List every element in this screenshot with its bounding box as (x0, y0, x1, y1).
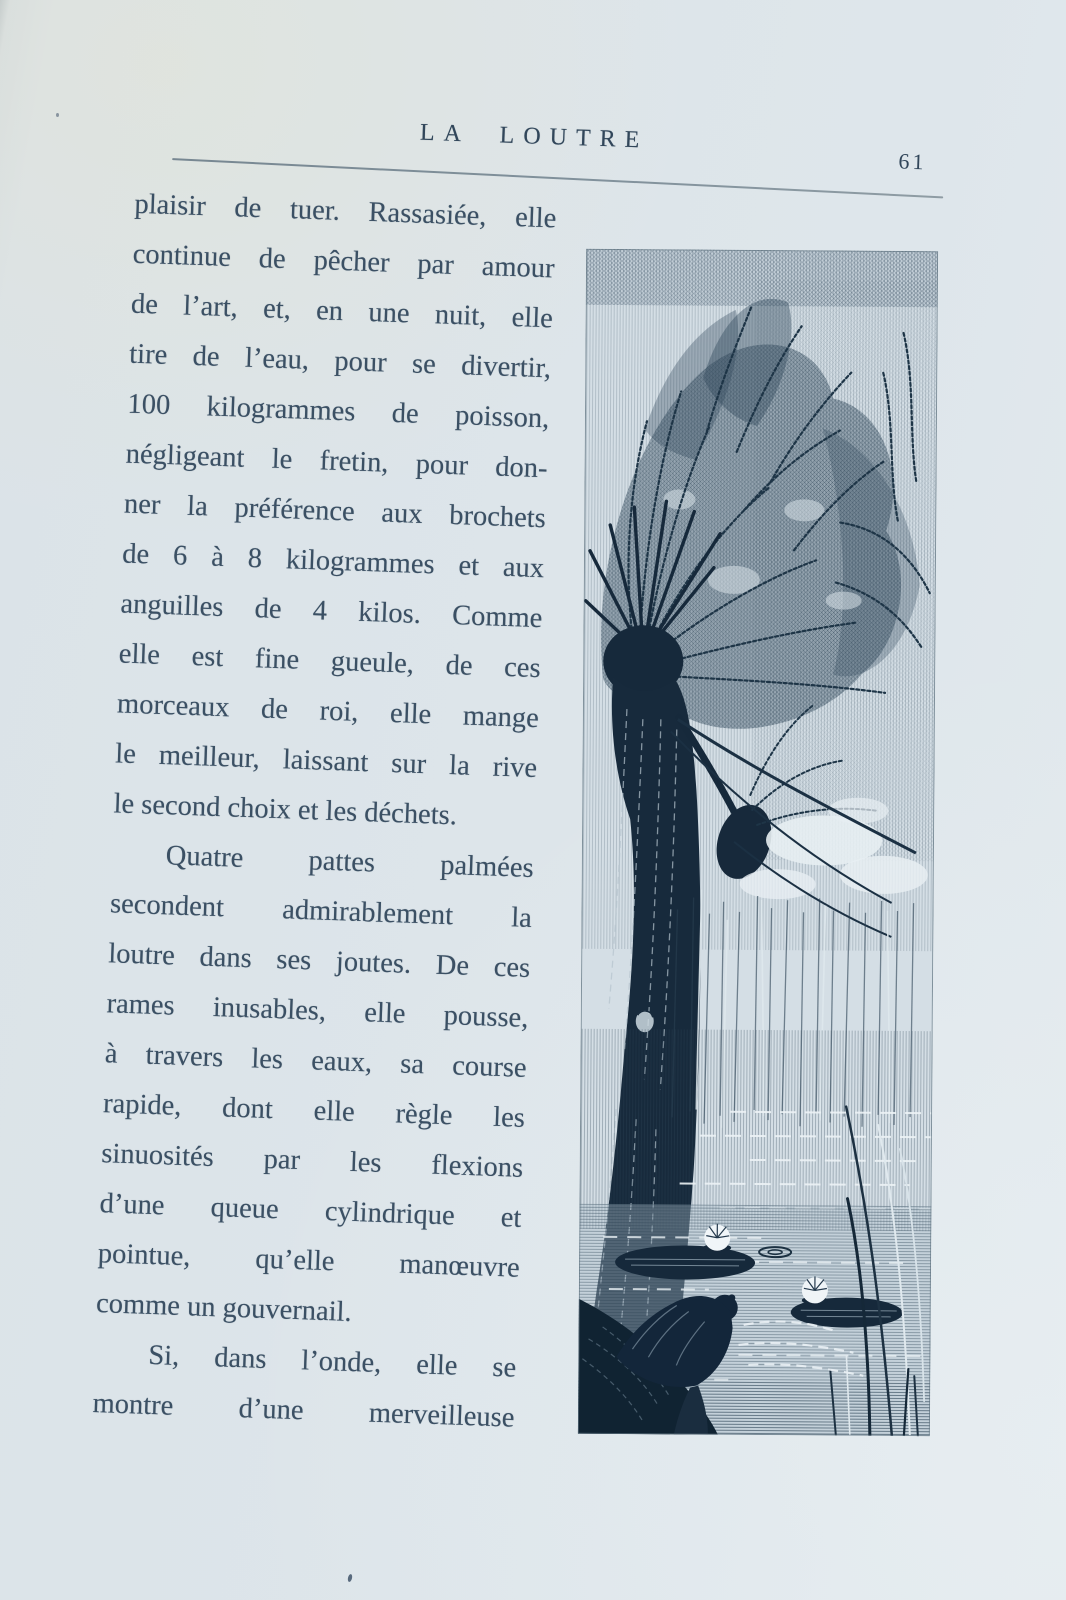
text-line: montre d’une merveilleuse (92, 1388, 515, 1434)
text-line: rapide, dont elle règle les (102, 1088, 526, 1134)
text-line: loutre dans ses joutes. De ces (107, 938, 531, 984)
pollard-willow-pond-otter-engraving (578, 249, 938, 1436)
text-line: ner la préférence aux brochets (123, 488, 547, 535)
text-line: anguilles de 4 kilos. Comme (120, 588, 543, 635)
text-column (92, 180, 557, 1444)
ink-speck (56, 113, 59, 117)
text-line: d’une queue cylindrique et (99, 1188, 522, 1234)
text-line: à travers les eaux, sa course (104, 1038, 528, 1084)
text-line: pointue, qu’elle manœuvre (97, 1238, 521, 1284)
page-title: LA LOUTRE (419, 119, 649, 154)
text-line: tire de l’eau, pour se divertir, (128, 338, 552, 385)
text-line: le meilleur, laissant sur la rive (114, 738, 538, 785)
text-line: secondent admirablement la (109, 888, 533, 935)
text-line: morceaux de roi, elle mange (116, 688, 540, 735)
text-line: 100 kilogrammes de poisson, (127, 388, 550, 435)
text-line: plaisir de tuer. Rassasiée, elle (134, 188, 557, 235)
text-line: sinuosités par les flexions (100, 1138, 524, 1184)
page-number: 61 (898, 148, 927, 175)
text-line: elle est fine gueule, de ces (118, 638, 542, 685)
text-line: de l’art, et, en une nuit, elle (130, 288, 554, 335)
text-line: comme un gouvernail. (95, 1288, 353, 1328)
text-line: rames inusables, elle pousse, (106, 988, 529, 1034)
engraving-illustration (578, 249, 938, 1436)
text-line: Si, dans l’onde, elle se (147, 1339, 517, 1384)
text-line: de 6 à 8 kilogrammes et aux (121, 538, 545, 585)
text-line: continue de pêcher par amour (132, 238, 556, 285)
text-line: le second choix et les déchets. (113, 788, 458, 832)
text-line: Quatre pattes palmées (165, 840, 535, 885)
text-line: négligeant le fretin, pour don- (125, 438, 549, 485)
